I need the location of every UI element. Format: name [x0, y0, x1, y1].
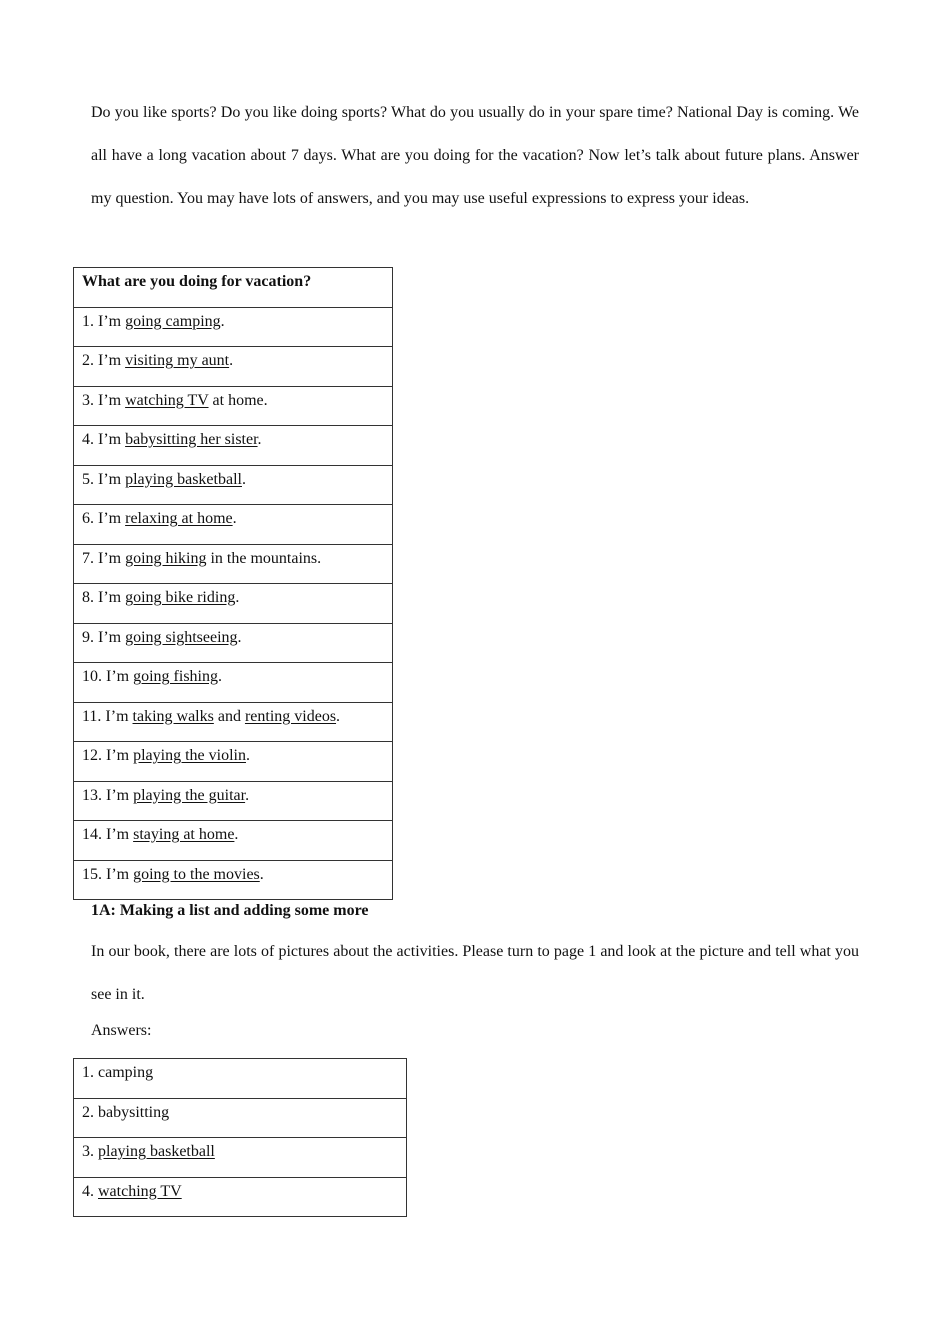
answer-number: 2. — [82, 1103, 98, 1121]
answer-text — [82, 1138, 398, 1165]
sentence — [82, 821, 384, 848]
sentence — [82, 624, 384, 651]
sentence — [82, 426, 384, 453]
table-row — [74, 347, 393, 387]
sentence-middle: and — [213, 707, 245, 725]
answers-table — [73, 1058, 407, 1217]
answers-label: Answers: — [91, 1022, 152, 1039]
underlined-activity: staying at home — [133, 826, 235, 843]
sentence-suffix: . — [232, 510, 237, 527]
answer-cell — [74, 1059, 407, 1099]
answer-number: 1. — [82, 1064, 98, 1081]
table-cell — [74, 426, 393, 466]
table-cell — [74, 465, 393, 505]
sentence — [82, 466, 384, 493]
sentence-suffix: . — [220, 312, 225, 330]
table-cell — [74, 702, 393, 742]
sentence — [82, 663, 384, 690]
table-row — [74, 623, 393, 663]
answer-cell — [74, 1138, 407, 1178]
answer-row — [74, 1059, 407, 1099]
sentence-suffix: . — [257, 431, 262, 448]
sentence-suffix: . — [235, 589, 240, 606]
sentence-prefix: 11. I’m — [82, 707, 133, 725]
answer-cell — [74, 1098, 407, 1138]
underlined-activity: babysitting her sister — [125, 431, 258, 448]
section-paragraph: In our book, there are lots of pictures about the activities. Please turn to page 1 and look at the picture and tell what you see in it. — [91, 943, 859, 1003]
answer-row — [74, 1138, 407, 1178]
sentence-prefix: 15. I’m — [82, 865, 134, 883]
table-row — [74, 465, 393, 505]
underlined-activity: going sightseeing — [125, 628, 238, 646]
sentence-suffix: . — [237, 628, 242, 646]
section-heading: 1A: Making a list and adding some more — [91, 902, 369, 919]
underlined-activity: going bike riding — [125, 589, 236, 606]
answer-plain: babysitting — [98, 1103, 170, 1121]
vacation-table — [73, 267, 393, 900]
underlined-activity: going fishing — [133, 668, 218, 685]
sentence-prefix: 8. I’m — [82, 589, 126, 606]
underlined-activity: visiting my aunt — [125, 352, 230, 369]
answer-text — [82, 1099, 398, 1126]
sentence — [82, 387, 384, 414]
sentence-suffix: . — [241, 470, 246, 488]
sentence — [82, 347, 384, 374]
table-cell — [74, 307, 393, 347]
sentence — [82, 545, 384, 572]
sentence-prefix: 2. I’m — [82, 352, 126, 369]
sentence-suffix: . — [336, 707, 341, 725]
sentence — [82, 861, 384, 888]
sentence-suffix: . — [229, 352, 234, 369]
answer-cell — [74, 1177, 407, 1217]
table-row — [74, 860, 393, 900]
table-row — [74, 386, 393, 426]
table-row — [74, 505, 393, 545]
sentence-prefix: 10. I’m — [82, 668, 134, 685]
underlined-activity: going camping — [125, 312, 221, 330]
sentence-suffix: . — [218, 668, 222, 685]
sentence-suffix: . — [234, 826, 239, 843]
underlined-activity: playing the violin — [133, 747, 246, 764]
table-row — [74, 702, 393, 742]
sentence-prefix: 5. I’m — [82, 470, 126, 488]
underlined-activity: relaxing at home — [125, 510, 233, 527]
underlined-activity: playing basketball — [125, 470, 242, 488]
table-row — [74, 663, 393, 703]
answer-underlined: playing basketball — [98, 1143, 215, 1160]
table-cell — [74, 505, 393, 545]
table-row — [74, 544, 393, 584]
sentence-prefix: 7. I’m — [82, 549, 126, 567]
sentence-prefix: 6. I’m — [82, 510, 126, 527]
answer-row — [74, 1098, 407, 1138]
sentence-prefix: 14. I’m — [82, 826, 134, 843]
table-row — [74, 307, 393, 347]
table-row — [74, 781, 393, 821]
table-cell — [74, 584, 393, 624]
underlined-activity: taking walks — [132, 707, 214, 725]
sentence — [82, 308, 384, 335]
sentence — [82, 782, 384, 809]
table-cell — [74, 386, 393, 426]
sentence-prefix: 3. I’m — [82, 391, 126, 409]
table-header-cell — [74, 268, 393, 308]
table-cell — [74, 742, 393, 782]
sentence — [82, 742, 384, 769]
sentence-suffix: in the mountains. — [206, 549, 322, 567]
vacation-table-header: What are you doing for vacation? — [82, 273, 312, 290]
sentence-prefix: 9. I’m — [82, 628, 126, 646]
table-row — [74, 742, 393, 782]
underlined-activity: playing the guitar — [133, 786, 246, 804]
table-cell — [74, 663, 393, 703]
underlined-activity: going to the movies — [133, 865, 260, 883]
underlined-activity: watching TV — [125, 391, 209, 409]
sentence — [82, 505, 384, 532]
sentence — [82, 703, 384, 730]
table-row — [74, 584, 393, 624]
sentence-prefix: 13. I’m — [82, 786, 134, 804]
table-header-row — [74, 268, 393, 308]
answer-text — [82, 1178, 398, 1205]
table-cell — [74, 347, 393, 387]
sentence-prefix: 12. I’m — [82, 747, 134, 764]
underlined-activity: going hiking — [125, 549, 207, 567]
answer-plain: camping — [98, 1064, 154, 1081]
answer-row — [74, 1177, 407, 1217]
answer-number: 3. — [82, 1143, 98, 1160]
sentence-suffix: . — [245, 747, 250, 764]
sentence — [82, 584, 384, 611]
underlined-activity: renting videos — [244, 707, 337, 725]
sentence-suffix: at home. — [208, 391, 268, 409]
sentence-suffix: . — [245, 786, 250, 804]
table-row — [74, 426, 393, 466]
answer-text — [82, 1059, 398, 1086]
table-row — [74, 821, 393, 861]
sentence-prefix: 1. I’m — [82, 312, 126, 330]
intro-paragraph: Do you like sports? Do you like doing sports? What do you usually do in your spare time? National Day is coming. We all have a long vacation about 7 days. What are you doing for the vacation? Now let’s talk about future plans. Answer my question. You may have lots of answers, and you may use useful expressions to express your ideas. — [91, 104, 859, 207]
answer-underlined: watching TV — [98, 1182, 182, 1200]
table-cell — [74, 781, 393, 821]
table-cell — [74, 623, 393, 663]
answer-number: 4. — [82, 1182, 98, 1200]
table-cell — [74, 860, 393, 900]
sentence-suffix: . — [259, 865, 264, 883]
sentence-prefix: 4. I’m — [82, 431, 126, 448]
table-cell — [74, 544, 393, 584]
table-cell — [74, 821, 393, 861]
